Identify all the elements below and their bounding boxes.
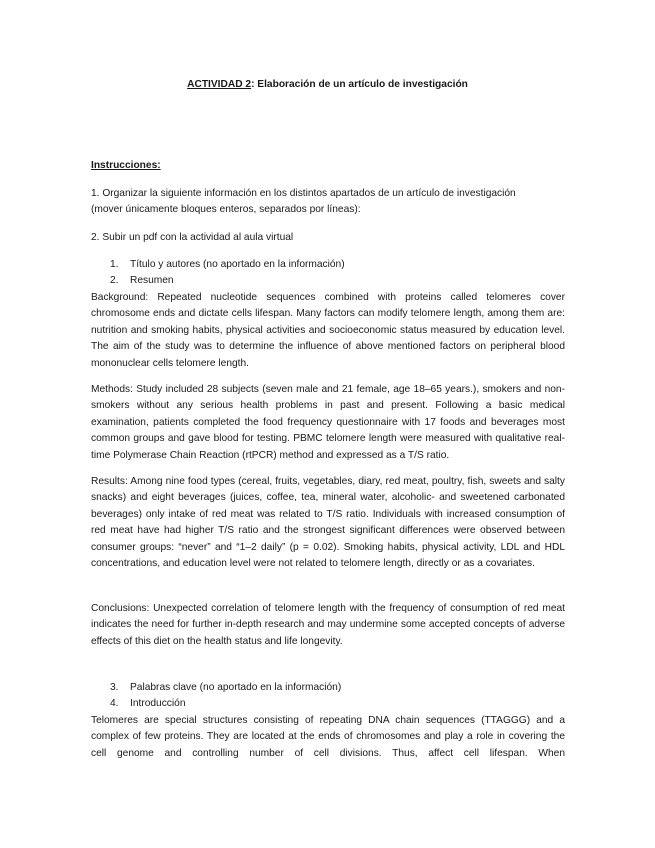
title-activity-number: ACTIVIDAD 2 — [187, 79, 252, 90]
abstract-results: Results: Among nine food types (cereal, fruits, vegetables, diary, red meat, poultry, fish, sweets and salty snacks) and eight beverages (juices, coffee, tea, mineral water, alcoholic- and sweetened carbonated beverages) only intake of red meat was related to T/S ratio. Individuals with increased consumption of red meat have had higher T/S ratio and the strongest significant differences were observed between consumer groups: “never” and “1–2 daily” (p = 0.02). Smoking habits, physical activity, LDL and HDL concentrations, and education level were not related to telomere length, directly or as a covariates. — [91, 476, 565, 570]
title-text: : Elaboración de un artículo de investigación — [251, 79, 468, 90]
abstract-conclusions: Conclusions: Unexpected correlation of telomere length with the frequency of consumption of red meat indicates the need for further in-depth research and may undermine some accepted concepts of adverse effects of this diet on the health status and life longevity. — [91, 603, 565, 647]
instruction-step-1: 1. Organizar la siguiente información en los distintos apartados de un artículo de investigación (mover únicamente bloques enteros, separados por líneas): — [91, 188, 516, 216]
section-item: 3. Palabras clave (no aportado en la información) — [110, 682, 342, 693]
introduction-text: Telomeres are special structures consisting of repeating DNA chain sequences (TTAGGG) and a complex of few proteins. They are located at the ends of chromosomes and play a role in covering the cell genome and controlling number of cell divisions. Thus, affect cell lifespan. When — [91, 715, 565, 759]
section-item: 2. Resumen — [110, 275, 174, 286]
abstract-methods: Methods: Study included 28 subjects (seven male and 21 female, age 18–65 years.), smokers and non-smokers without any serious health problems in past and present. Following a basic medical examination, patients completed the food frequency questionnaire with 17 foods and beverages most common groups and gave blood for testing. PBMC telomere length were measured with qualitative real-time Polymerase Chain Reaction (rtPCR) method and expressed as a T/S ratio. — [91, 384, 565, 461]
document-title — [0, 79, 655, 90]
abstract-background: Background: Repeated nucleotide sequences combined with proteins called telomeres cover chromosome ends and dictate cells lifespan. Many factors can modify telomere length, among them are: nutrition and smoking habits, physical activities and socioeconomic status measured by education level. The aim of the study was to determine the influence of above mentioned factors on peripheral blood mononuclear cells telomere length. — [91, 292, 565, 369]
section-item: 4. Introducción — [110, 698, 186, 709]
instruction-step-2: 2. Subir un pdf con la actividad al aula virtual — [91, 232, 294, 243]
instructions-heading: Instrucciones: — [91, 160, 161, 171]
section-item: 1. Título y autores (no aportado en la información) — [110, 259, 345, 270]
